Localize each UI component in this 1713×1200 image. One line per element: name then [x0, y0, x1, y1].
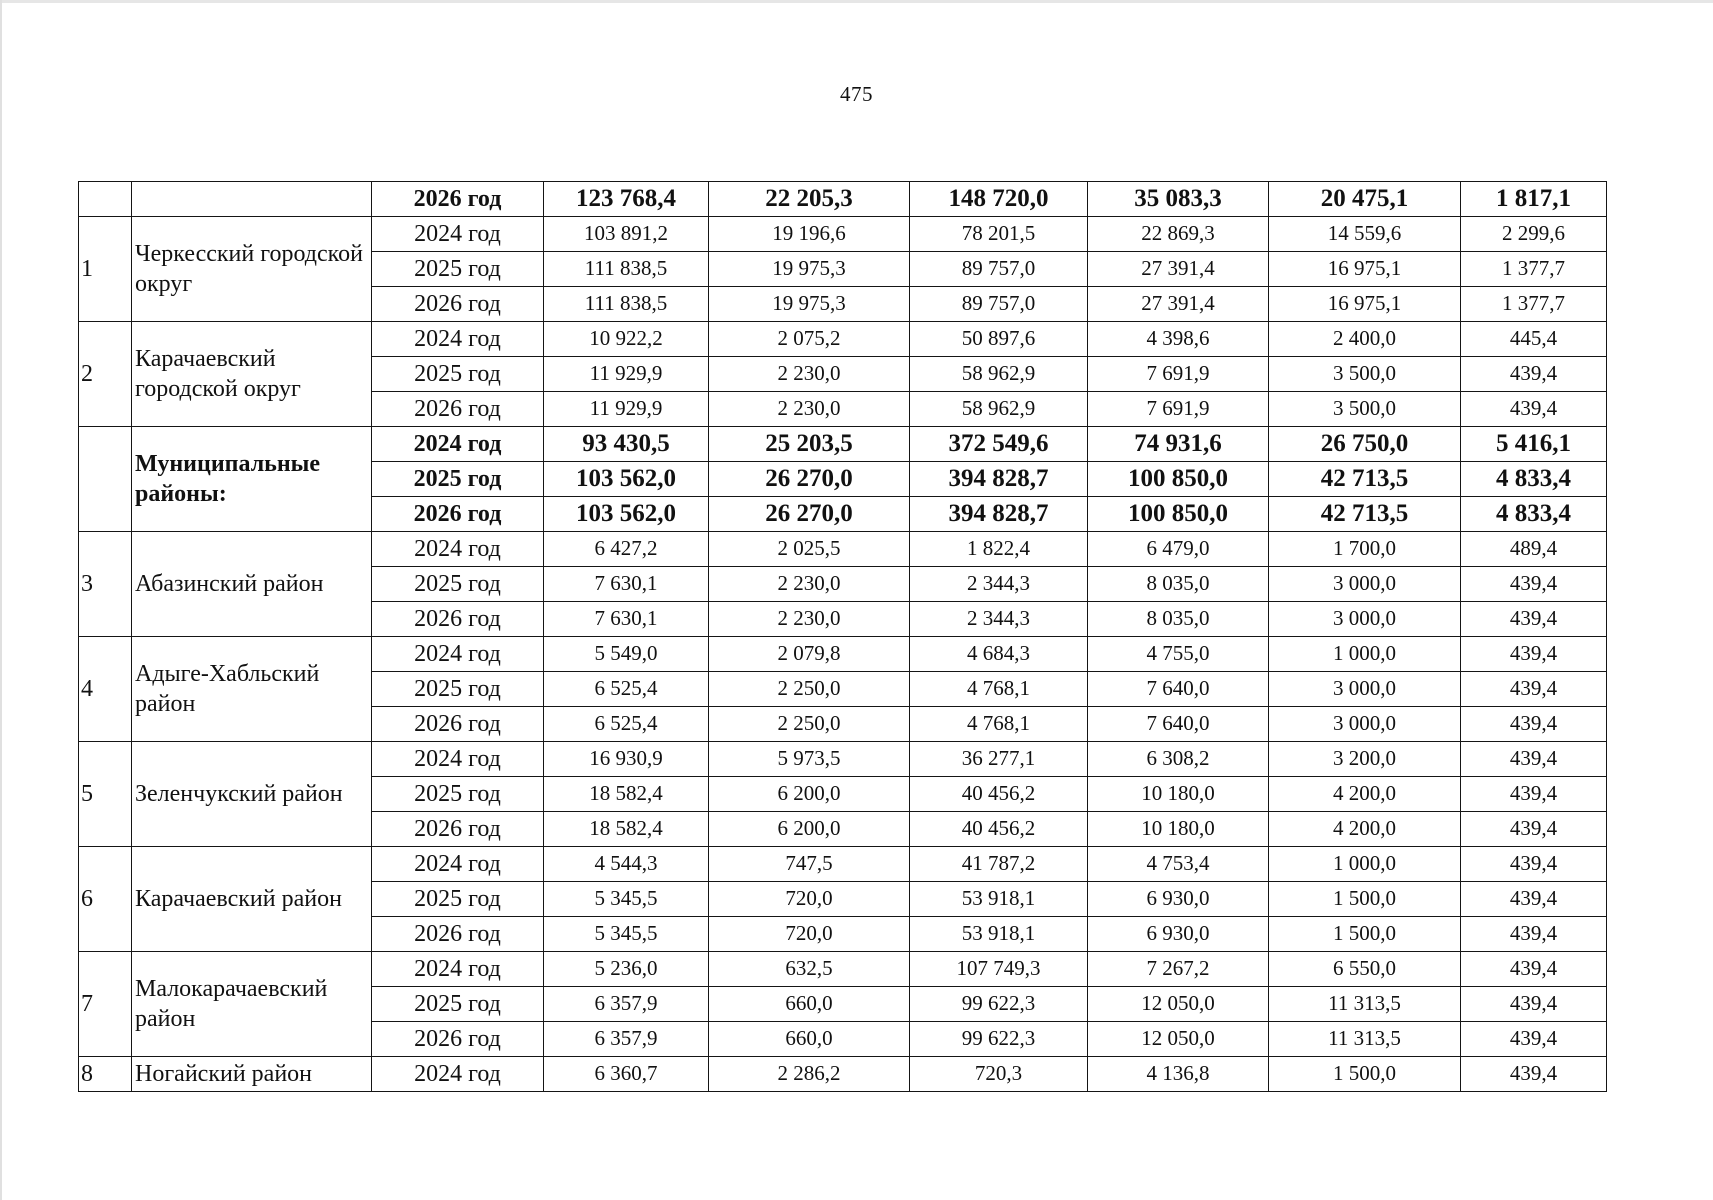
- value-cell: 93 430,5: [544, 427, 709, 462]
- value-cell: 7 630,1: [544, 567, 709, 602]
- year-cell: 2025 год: [372, 777, 544, 812]
- value-cell: 2 079,8: [709, 637, 910, 672]
- value-cell: 2 025,5: [709, 532, 910, 567]
- value-cell: 100 850,0: [1088, 462, 1269, 497]
- row-index: 5: [79, 742, 132, 847]
- value-cell: 7 267,2: [1088, 952, 1269, 987]
- value-cell: 10 180,0: [1088, 812, 1269, 847]
- value-cell: 3 000,0: [1269, 707, 1461, 742]
- row-index: [79, 182, 132, 217]
- table-row: [79, 217, 1607, 252]
- value-cell: 4 544,3: [544, 847, 709, 882]
- value-cell: 439,4: [1461, 987, 1607, 1022]
- value-cell: 42 713,5: [1269, 497, 1461, 532]
- value-cell: 439,4: [1461, 392, 1607, 427]
- value-cell: 632,5: [709, 952, 910, 987]
- value-cell: 439,4: [1461, 952, 1607, 987]
- value-cell: 2 230,0: [709, 392, 910, 427]
- value-cell: 19 975,3: [709, 252, 910, 287]
- value-cell: 148 720,0: [910, 182, 1088, 217]
- value-cell: 27 391,4: [1088, 252, 1269, 287]
- value-cell: 7 640,0: [1088, 672, 1269, 707]
- value-cell: 5 345,5: [544, 917, 709, 952]
- municipality-name: Муниципальные районы:: [132, 427, 372, 532]
- value-cell: 7 691,9: [1088, 357, 1269, 392]
- year-cell: 2024 год: [372, 742, 544, 777]
- value-cell: 394 828,7: [910, 462, 1088, 497]
- value-cell: 3 000,0: [1269, 672, 1461, 707]
- year-cell: 2025 год: [372, 567, 544, 602]
- value-cell: 439,4: [1461, 637, 1607, 672]
- value-cell: 4 684,3: [910, 637, 1088, 672]
- value-cell: 11 313,5: [1269, 987, 1461, 1022]
- value-cell: 2 230,0: [709, 357, 910, 392]
- row-index: 1: [79, 217, 132, 322]
- table-row: [79, 1057, 1607, 1092]
- row-index: 2: [79, 322, 132, 427]
- year-cell: 2025 год: [372, 882, 544, 917]
- value-cell: 372 549,6: [910, 427, 1088, 462]
- value-cell: 22 205,3: [709, 182, 910, 217]
- value-cell: 6 308,2: [1088, 742, 1269, 777]
- value-cell: 2 230,0: [709, 567, 910, 602]
- year-cell: 2026 год: [372, 497, 544, 532]
- value-cell: 439,4: [1461, 672, 1607, 707]
- value-cell: 41 787,2: [910, 847, 1088, 882]
- municipality-name: Ногайский район: [132, 1057, 372, 1092]
- value-cell: 1 377,7: [1461, 287, 1607, 322]
- value-cell: 439,4: [1461, 602, 1607, 637]
- year-cell: 2024 год: [372, 217, 544, 252]
- municipality-name: Карачаевский район: [132, 847, 372, 952]
- row-index: 7: [79, 952, 132, 1057]
- value-cell: 1 822,4: [910, 532, 1088, 567]
- value-cell: 103 891,2: [544, 217, 709, 252]
- year-cell: 2024 год: [372, 952, 544, 987]
- municipality-name: Адыге-Хабльский район: [132, 637, 372, 742]
- value-cell: 103 562,0: [544, 497, 709, 532]
- value-cell: 99 622,3: [910, 987, 1088, 1022]
- table-row: [79, 952, 1607, 987]
- municipality-name: Абазинский район: [132, 532, 372, 637]
- value-cell: 3 000,0: [1269, 567, 1461, 602]
- table-row: [79, 847, 1607, 882]
- value-cell: 16 975,1: [1269, 252, 1461, 287]
- value-cell: 720,0: [709, 882, 910, 917]
- value-cell: 6 357,9: [544, 1022, 709, 1057]
- year-cell: 2026 год: [372, 392, 544, 427]
- year-cell: 2026 год: [372, 917, 544, 952]
- value-cell: 6 930,0: [1088, 882, 1269, 917]
- value-cell: 3 500,0: [1269, 392, 1461, 427]
- value-cell: 11 929,9: [544, 392, 709, 427]
- table-body: [79, 182, 1607, 1092]
- value-cell: 5 973,5: [709, 742, 910, 777]
- year-cell: 2024 год: [372, 637, 544, 672]
- value-cell: 1 000,0: [1269, 637, 1461, 672]
- value-cell: 19 196,6: [709, 217, 910, 252]
- value-cell: 6 200,0: [709, 777, 910, 812]
- value-cell: 4 200,0: [1269, 777, 1461, 812]
- year-cell: 2024 год: [372, 322, 544, 357]
- value-cell: 439,4: [1461, 707, 1607, 742]
- value-cell: 5 236,0: [544, 952, 709, 987]
- value-cell: 74 931,6: [1088, 427, 1269, 462]
- value-cell: 747,5: [709, 847, 910, 882]
- row-index: [79, 427, 132, 532]
- year-cell: 2024 год: [372, 532, 544, 567]
- municipality-name: Малокарачаевский район: [132, 952, 372, 1057]
- value-cell: 4 768,1: [910, 707, 1088, 742]
- value-cell: 6 360,7: [544, 1057, 709, 1092]
- value-cell: 6 550,0: [1269, 952, 1461, 987]
- value-cell: 89 757,0: [910, 287, 1088, 322]
- value-cell: 439,4: [1461, 917, 1607, 952]
- value-cell: 58 962,9: [910, 357, 1088, 392]
- value-cell: 107 749,3: [910, 952, 1088, 987]
- value-cell: 3 200,0: [1269, 742, 1461, 777]
- value-cell: 660,0: [709, 987, 910, 1022]
- value-cell: 1 700,0: [1269, 532, 1461, 567]
- value-cell: 26 270,0: [709, 497, 910, 532]
- row-index: 3: [79, 532, 132, 637]
- value-cell: 7 630,1: [544, 602, 709, 637]
- value-cell: 1 000,0: [1269, 847, 1461, 882]
- year-cell: 2024 год: [372, 427, 544, 462]
- value-cell: 40 456,2: [910, 777, 1088, 812]
- value-cell: 4 833,4: [1461, 462, 1607, 497]
- value-cell: 10 922,2: [544, 322, 709, 357]
- year-cell: 2025 год: [372, 252, 544, 287]
- value-cell: 5 416,1: [1461, 427, 1607, 462]
- value-cell: 394 828,7: [910, 497, 1088, 532]
- value-cell: 6 479,0: [1088, 532, 1269, 567]
- value-cell: 35 083,3: [1088, 182, 1269, 217]
- value-cell: 489,4: [1461, 532, 1607, 567]
- scan-edge-left: [0, 0, 2, 1200]
- value-cell: 6 525,4: [544, 672, 709, 707]
- value-cell: 19 975,3: [709, 287, 910, 322]
- value-cell: 103 562,0: [544, 462, 709, 497]
- value-cell: 18 582,4: [544, 777, 709, 812]
- value-cell: 100 850,0: [1088, 497, 1269, 532]
- value-cell: 2 344,3: [910, 567, 1088, 602]
- value-cell: 1 500,0: [1269, 1057, 1461, 1092]
- value-cell: 111 838,5: [544, 252, 709, 287]
- row-index: 8: [79, 1057, 132, 1092]
- value-cell: 53 918,1: [910, 917, 1088, 952]
- value-cell: 36 277,1: [910, 742, 1088, 777]
- year-cell: 2025 год: [372, 672, 544, 707]
- value-cell: 439,4: [1461, 812, 1607, 847]
- table-row: [79, 637, 1607, 672]
- value-cell: 6 200,0: [709, 812, 910, 847]
- value-cell: 16 930,9: [544, 742, 709, 777]
- year-cell: 2025 год: [372, 357, 544, 392]
- value-cell: 3 000,0: [1269, 602, 1461, 637]
- year-cell: 2026 год: [372, 287, 544, 322]
- value-cell: 8 035,0: [1088, 602, 1269, 637]
- page-number: 475: [840, 82, 873, 106]
- value-cell: 2 400,0: [1269, 322, 1461, 357]
- year-cell: 2025 год: [372, 987, 544, 1022]
- year-cell: 2026 год: [372, 707, 544, 742]
- value-cell: 4 398,6: [1088, 322, 1269, 357]
- table-row: [79, 322, 1607, 357]
- value-cell: 7 691,9: [1088, 392, 1269, 427]
- year-cell: 2026 год: [372, 1022, 544, 1057]
- value-cell: 2 299,6: [1461, 217, 1607, 252]
- value-cell: 5 549,0: [544, 637, 709, 672]
- value-cell: 439,4: [1461, 847, 1607, 882]
- value-cell: 42 713,5: [1269, 462, 1461, 497]
- value-cell: 6 427,2: [544, 532, 709, 567]
- year-cell: 2026 год: [372, 602, 544, 637]
- value-cell: 58 962,9: [910, 392, 1088, 427]
- value-cell: 22 869,3: [1088, 217, 1269, 252]
- value-cell: 5 345,5: [544, 882, 709, 917]
- value-cell: 2 230,0: [709, 602, 910, 637]
- value-cell: 7 640,0: [1088, 707, 1269, 742]
- value-cell: 111 838,5: [544, 287, 709, 322]
- value-cell: 6 525,4: [544, 707, 709, 742]
- value-cell: 720,0: [709, 917, 910, 952]
- value-cell: 4 753,4: [1088, 847, 1269, 882]
- value-cell: 11 313,5: [1269, 1022, 1461, 1057]
- value-cell: 40 456,2: [910, 812, 1088, 847]
- value-cell: 439,4: [1461, 1022, 1607, 1057]
- value-cell: 14 559,6: [1269, 217, 1461, 252]
- municipality-name: Карачаевский городской округ: [132, 322, 372, 427]
- value-cell: 16 975,1: [1269, 287, 1461, 322]
- year-cell: 2024 год: [372, 847, 544, 882]
- value-cell: 123 768,4: [544, 182, 709, 217]
- year-cell: 2024 год: [372, 1057, 544, 1092]
- municipality-name: Зеленчукский район: [132, 742, 372, 847]
- value-cell: 1 500,0: [1269, 917, 1461, 952]
- budget-table: [78, 181, 1607, 1092]
- value-cell: 25 203,5: [709, 427, 910, 462]
- value-cell: 4 200,0: [1269, 812, 1461, 847]
- value-cell: 2 075,2: [709, 322, 910, 357]
- value-cell: 1 500,0: [1269, 882, 1461, 917]
- value-cell: 12 050,0: [1088, 987, 1269, 1022]
- value-cell: 439,4: [1461, 742, 1607, 777]
- value-cell: 4 833,4: [1461, 497, 1607, 532]
- year-cell: 2026 год: [372, 182, 544, 217]
- table-row: [79, 742, 1607, 777]
- value-cell: 26 270,0: [709, 462, 910, 497]
- value-cell: 53 918,1: [910, 882, 1088, 917]
- municipality-name: Черкесский городской округ: [132, 217, 372, 322]
- value-cell: 4 755,0: [1088, 637, 1269, 672]
- value-cell: 2 286,2: [709, 1057, 910, 1092]
- value-cell: 78 201,5: [910, 217, 1088, 252]
- value-cell: 439,4: [1461, 1057, 1607, 1092]
- value-cell: 445,4: [1461, 322, 1607, 357]
- value-cell: 8 035,0: [1088, 567, 1269, 602]
- value-cell: 2 250,0: [709, 672, 910, 707]
- value-cell: 50 897,6: [910, 322, 1088, 357]
- value-cell: 18 582,4: [544, 812, 709, 847]
- value-cell: 2 250,0: [709, 707, 910, 742]
- value-cell: 1 377,7: [1461, 252, 1607, 287]
- value-cell: 660,0: [709, 1022, 910, 1057]
- value-cell: 720,3: [910, 1057, 1088, 1092]
- value-cell: 6 357,9: [544, 987, 709, 1022]
- year-cell: 2025 год: [372, 462, 544, 497]
- value-cell: 4 768,1: [910, 672, 1088, 707]
- row-index: 4: [79, 637, 132, 742]
- municipality-name: [132, 182, 372, 217]
- table-row: [79, 532, 1607, 567]
- table-row: [79, 182, 1607, 217]
- table-row: [79, 427, 1607, 462]
- scan-edge-top: [0, 0, 1713, 3]
- value-cell: 439,4: [1461, 357, 1607, 392]
- value-cell: 439,4: [1461, 777, 1607, 812]
- value-cell: 439,4: [1461, 882, 1607, 917]
- value-cell: 2 344,3: [910, 602, 1088, 637]
- value-cell: 27 391,4: [1088, 287, 1269, 322]
- value-cell: 99 622,3: [910, 1022, 1088, 1057]
- year-cell: 2026 год: [372, 812, 544, 847]
- value-cell: 439,4: [1461, 567, 1607, 602]
- value-cell: 20 475,1: [1269, 182, 1461, 217]
- value-cell: 1 817,1: [1461, 182, 1607, 217]
- value-cell: 6 930,0: [1088, 917, 1269, 952]
- value-cell: 12 050,0: [1088, 1022, 1269, 1057]
- value-cell: 11 929,9: [544, 357, 709, 392]
- value-cell: 3 500,0: [1269, 357, 1461, 392]
- value-cell: 10 180,0: [1088, 777, 1269, 812]
- row-index: 6: [79, 847, 132, 952]
- value-cell: 26 750,0: [1269, 427, 1461, 462]
- value-cell: 4 136,8: [1088, 1057, 1269, 1092]
- value-cell: 89 757,0: [910, 252, 1088, 287]
